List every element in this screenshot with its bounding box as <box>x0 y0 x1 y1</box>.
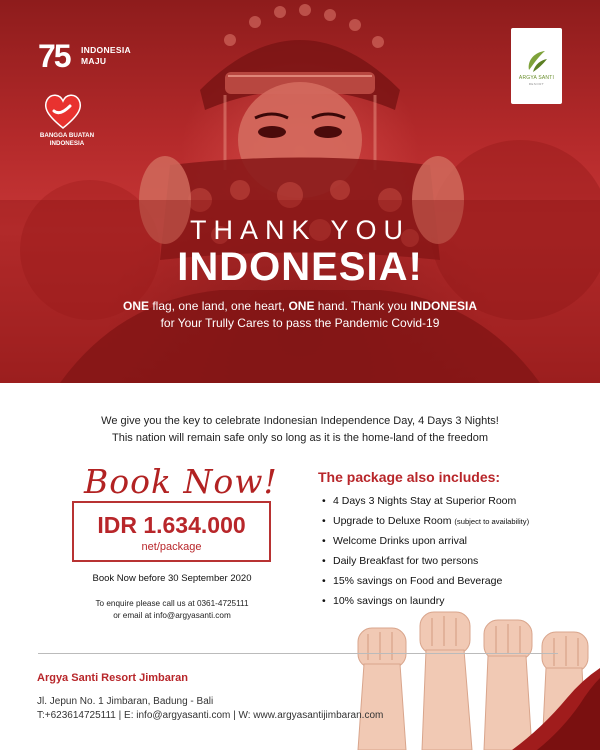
logo-75-number: 75 <box>38 38 70 74</box>
package-item-text: Upgrade to Deluxe Room <box>333 515 455 527</box>
bullet-icon: • <box>322 575 326 587</box>
package-item-text: 4 Days 3 Nights Stay at Superior Room <box>333 495 517 507</box>
footer-resort-name: Argya Santi Resort Jimbaran <box>37 672 188 684</box>
tagline-part-a: flag, one land, one heart, <box>149 299 289 313</box>
bullet-icon: • <box>322 555 326 567</box>
bbi-line2: INDONESIA <box>49 140 85 147</box>
bullet-icon: • <box>322 515 326 527</box>
booking-deadline: Book Now before 30 September 2020 <box>92 573 252 584</box>
package-item <box>322 553 529 573</box>
footer-divider <box>38 653 558 654</box>
logo-75-line1: INDONESIA <box>81 45 131 55</box>
package-price: IDR 1.634.000 <box>97 512 246 538</box>
thank-you-heading: THANK YOU <box>189 215 411 245</box>
tagline-bold-1: ONE <box>122 299 149 313</box>
package-title: The package also includes: <box>318 469 501 485</box>
bullet-icon: • <box>322 595 326 607</box>
package-item-text: 15% savings on Food and Beverage <box>333 575 503 587</box>
book-now-text: Book Now! <box>84 462 278 501</box>
package-item-text: 10% savings on laundry <box>333 595 445 607</box>
package-list <box>322 493 529 613</box>
package-item <box>322 513 529 533</box>
argya-santi-logo <box>511 28 562 104</box>
resort-logo-name: ARGYA SANTI <box>518 75 555 81</box>
intro-line2: This nation will remain safe only so long as it is the home-land of the freedom <box>111 432 489 444</box>
hero-tagline <box>0 298 600 332</box>
bbi-text <box>38 132 96 148</box>
package-item <box>322 493 529 513</box>
price-unit: net/package <box>141 541 202 553</box>
price-box <box>72 501 271 562</box>
package-item-text: Welcome Drinks upon arrival <box>333 535 468 547</box>
enquiry-info <box>72 598 272 622</box>
enquire-line2: or email at info@argyasanti.com <box>113 611 231 620</box>
tagline-line2: for Your Trully Cares to pass the Pandemic Covid-19 <box>160 316 440 330</box>
resort-logo-sub: RESORT <box>528 82 545 86</box>
tagline-bold-3: INDONESIA <box>410 299 477 313</box>
tagline-line1 <box>0 298 600 315</box>
indonesia-maju-75-logo <box>36 36 146 84</box>
tagline-part-b: hand. Thank you <box>314 299 411 313</box>
indonesia-heading: INDONESIA! <box>177 245 423 289</box>
package-item <box>322 533 529 553</box>
package-item <box>322 573 529 593</box>
bullet-icon: • <box>322 535 326 547</box>
package-item-note: (subject to availability) <box>454 517 530 526</box>
logo-75-text <box>81 45 131 67</box>
footer-address: Jl. Jepun No. 1 Jimbaran, Badung - Bali <box>37 696 214 707</box>
bullet-icon: • <box>322 495 326 507</box>
intro-line1: We give you the key to celebrate Indonesian Independence Day, 4 Days 3 Nights! <box>101 415 499 427</box>
intro-text <box>0 413 600 447</box>
footer-contact: T:+623614725111 | E: info@argyasanti.com | W: www.argyasantijimbaran.com <box>37 710 384 721</box>
bangga-buatan-indonesia-logo <box>38 90 98 160</box>
bbi-line1: BANGGA BUATAN <box>39 132 95 139</box>
book-now-script <box>76 462 286 504</box>
leaf-icon <box>525 48 549 74</box>
tagline-bold-2: ONE <box>288 299 315 313</box>
red-sleeve-decoration <box>512 668 600 750</box>
logo-75-line2: MAJU <box>81 56 107 66</box>
package-item-text: Daily Breakfast for two persons <box>333 555 479 567</box>
enquire-line1: To enquire please call us at 0361-4725111 <box>95 599 249 608</box>
heart-icon <box>43 92 83 130</box>
